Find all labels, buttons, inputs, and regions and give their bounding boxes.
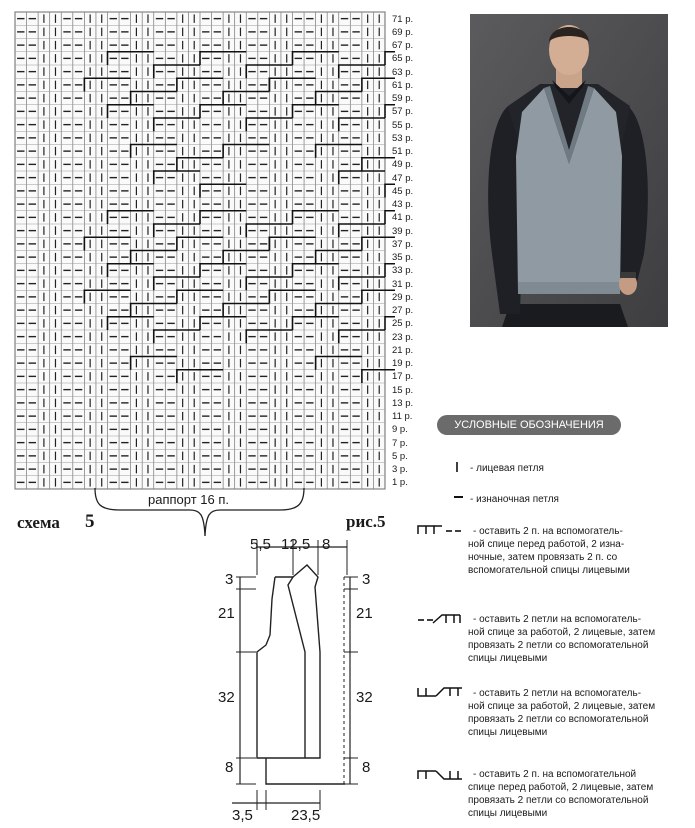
row-label: 49 р. [392, 159, 414, 171]
legend-line: ной спице за работой, 2 лицевые, затем [468, 627, 656, 638]
row-label: 41 р. [392, 212, 414, 224]
legend-line: - оставить 2 петли на вспомогатель- [473, 614, 642, 625]
legend-item [468, 613, 683, 665]
legend-line: спицы лицевыми [468, 808, 548, 819]
legend-line: спицы лицевыми [468, 727, 548, 738]
legend-line: - оставить 2 петли на вспомогатель- [473, 688, 642, 699]
row-label: 11 р. [392, 411, 413, 423]
model-photo [470, 14, 668, 327]
row-label: 37 р. [392, 238, 414, 250]
left-height-2: 21 [218, 605, 235, 622]
row-label: 7 р. [392, 437, 408, 449]
row-label: 3 р. [392, 464, 408, 476]
left-height-1: 3 [225, 571, 234, 588]
row-label: 39 р. [392, 225, 414, 237]
row-label: 1 р. [392, 477, 408, 489]
legend-line: ной спице перед работой, 2 изна- [468, 539, 625, 550]
legend-line: провязать 2 петли со вспомогательной [468, 795, 649, 806]
row-label: 29 р. [392, 291, 414, 303]
row-label: 5 р. [392, 450, 408, 462]
row-label: 31 р. [392, 278, 414, 290]
row-label: 27 р. [392, 305, 414, 317]
cable-back-knit-symbol [416, 612, 464, 626]
schema-label: схема [17, 513, 60, 532]
bottom-width-2: 23,5 [291, 807, 321, 824]
row-label: 57 р. [392, 106, 414, 118]
right-height-4: 8 [362, 759, 371, 776]
purl-stitch-symbol [452, 490, 466, 504]
row-label: 9 р. [392, 424, 408, 436]
row-label: 17 р. [392, 371, 414, 383]
legend-item [468, 525, 683, 577]
vest-schematic [210, 535, 380, 828]
right-height-2: 21 [356, 605, 373, 622]
cable-back-knit-symbol-2 [416, 685, 464, 699]
legend-line: - лицевая петля [470, 463, 544, 474]
top-width-3: 8 [322, 536, 331, 553]
row-label: 47 р. [392, 172, 414, 184]
row-label: 43 р. [392, 199, 414, 211]
legend-line: - изнаночная петля [470, 494, 559, 505]
row-label: 53 р. [392, 132, 414, 144]
row-label: 21 р. [392, 344, 414, 356]
row-label: 71 р. [392, 13, 414, 25]
legend-item [468, 687, 683, 739]
row-label: 33 р. [392, 265, 414, 277]
row-label: 25 р. [392, 318, 414, 330]
legend-line: - оставить 2 п. на вспомогатель- [473, 526, 623, 537]
legend-item [470, 493, 680, 506]
rapport-brace [90, 484, 310, 544]
legend-item [468, 768, 683, 820]
row-label: 15 р. [392, 384, 414, 396]
left-height-3: 32 [218, 689, 235, 706]
legend-line: провязать 2 петли со вспомогательной [468, 640, 649, 651]
rapport-label: раппорт 16 п. [148, 492, 230, 507]
figure-label: рис.5 [346, 512, 386, 531]
legend-line: провязать 2 петли со вспомогательной [468, 714, 649, 725]
row-label: 61 р. [392, 79, 414, 91]
row-label: 55 р. [392, 119, 414, 131]
row-label: 35 р. [392, 252, 414, 264]
cable-front-knit-symbol [416, 768, 464, 782]
legend-line: ночные, затем провязать 2 п. со [468, 552, 618, 563]
cable-front-purl-symbol [416, 523, 464, 537]
legend-line: ной спице за работой, 2 лицевые, затем [468, 701, 656, 712]
row-label: 67 р. [392, 40, 414, 52]
row-label: 69 р. [392, 26, 414, 38]
knit-stitch-symbol [452, 460, 464, 474]
row-label: 63 р. [392, 66, 414, 78]
top-width-1: 5,5 [250, 536, 271, 553]
right-height-1: 3 [362, 571, 371, 588]
top-width-2: 12,5 [281, 536, 311, 553]
model-illustration [470, 14, 668, 327]
row-label: 23 р. [392, 331, 414, 343]
bottom-width-1: 3,5 [232, 807, 253, 824]
legend-item [470, 462, 680, 475]
row-label: 45 р. [392, 185, 414, 197]
schema-number: 5 [85, 511, 95, 532]
row-label: 13 р. [392, 397, 414, 409]
legend-line: спице перед работой, 2 лицевые, затем [468, 782, 654, 793]
legend-title: УСЛОВНЫЕ ОБОЗНАЧЕНИЯ [437, 415, 621, 435]
row-label: 19 р. [392, 358, 414, 370]
legend-line: вспомогательной спицы лицевыми [468, 565, 630, 576]
row-label: 51 р. [392, 146, 414, 158]
left-height-4: 8 [225, 759, 234, 776]
legend-line: - оставить 2 п. на вспомогательной [473, 769, 637, 780]
legend-line: спицы лицевыми [468, 653, 548, 664]
row-label: 59 р. [392, 93, 414, 105]
knitting-chart [0, 0, 395, 500]
right-height-3: 32 [356, 689, 373, 706]
row-label: 65 р. [392, 53, 414, 65]
